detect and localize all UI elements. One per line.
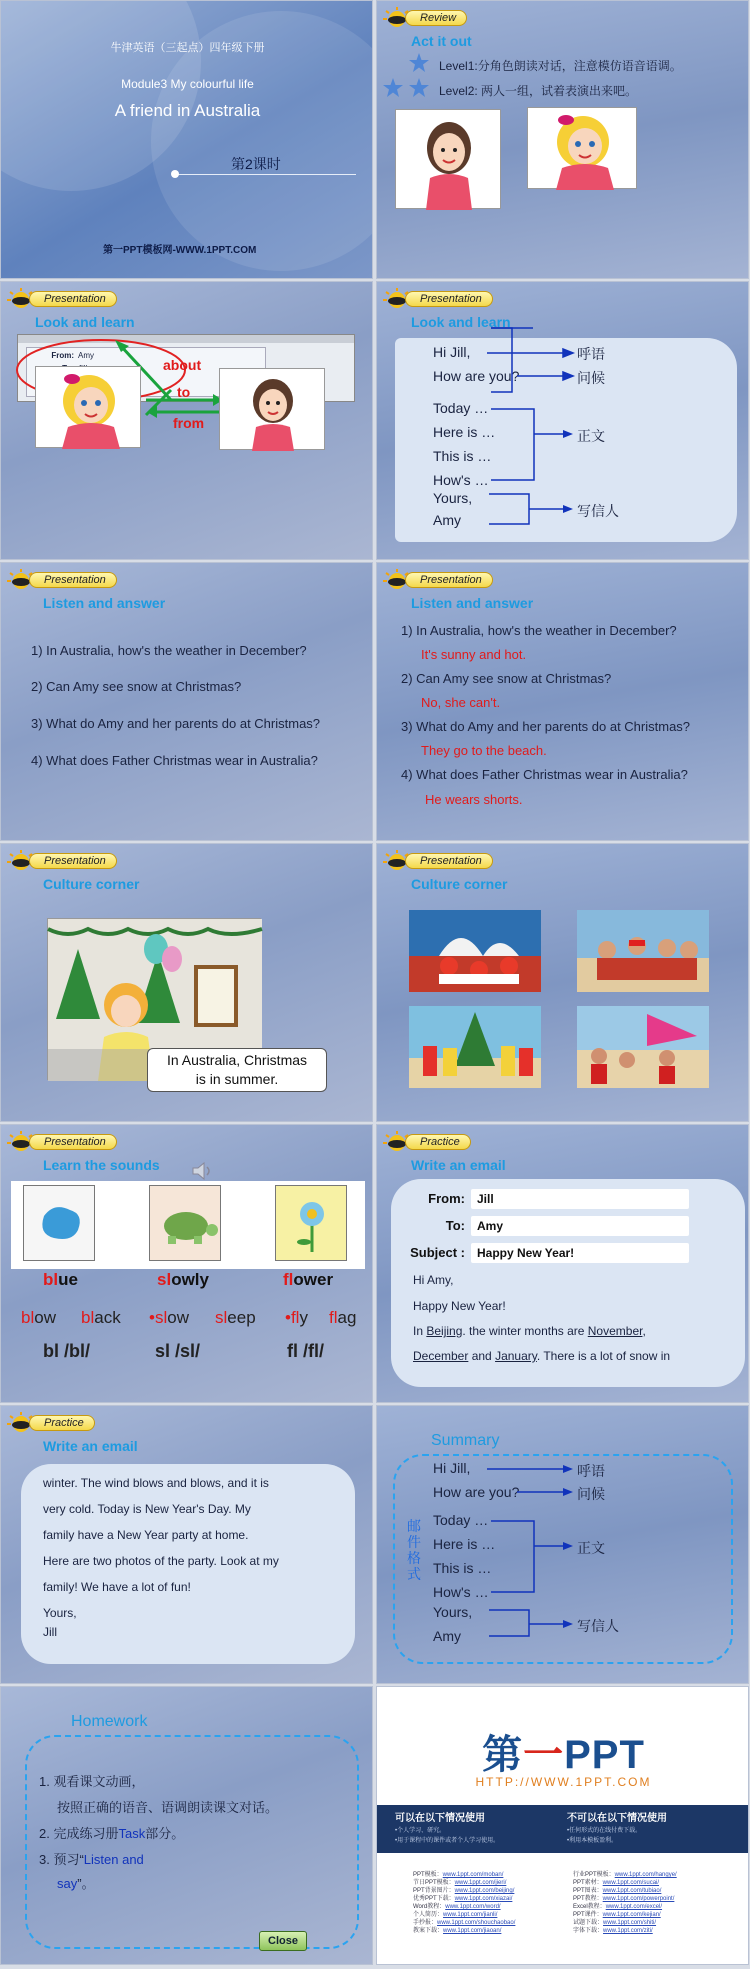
close-button[interactable]: Close: [259, 1931, 307, 1951]
text-run: and: [468, 1349, 496, 1363]
badge-label: Presentation: [29, 291, 117, 307]
slide-look-learn-2[interactable]: [376, 281, 749, 560]
row-word-fly: [285, 1308, 308, 1328]
logo-char: 第: [482, 1733, 524, 1777]
email-body-line-4: Here are two photos of the party. Look at my: [43, 1554, 279, 1568]
row-rest: y: [299, 1308, 308, 1327]
text-run: 3. 预习“: [39, 1852, 84, 1867]
badge-label: Review: [405, 10, 467, 26]
link-row: [413, 1879, 515, 1887]
star-icon: [409, 53, 429, 73]
link-label: 个人简历：: [413, 1912, 444, 1918]
divider-dot: [171, 170, 179, 178]
question-3: 3) What do Amy and her parents do at Christmas?: [31, 716, 321, 731]
from-label: From:: [51, 351, 74, 360]
item-here-is: Here is …: [433, 1536, 496, 1552]
link-url[interactable]: www.1ppt.com/word/: [445, 1904, 501, 1910]
item-greeting: Hi Jill,: [433, 344, 471, 360]
link-label: PPT教程：: [573, 1896, 603, 1902]
badge-label: Presentation: [405, 572, 493, 588]
section-title: Look and learn: [411, 314, 511, 330]
link-row: [413, 1911, 515, 1919]
section-title: Homework: [71, 1713, 148, 1730]
link-row: [413, 1887, 515, 1895]
module-title: Module3 My colourful life: [121, 77, 254, 91]
link-label: 优秀PPT下载：: [413, 1896, 455, 1902]
photo-santa-opera-house: [409, 910, 541, 992]
subject-label: Subject :: [410, 1245, 465, 1260]
text-run: 部分。: [145, 1826, 185, 1841]
link-url[interactable]: www.1ppt.com/jieri/: [454, 1880, 507, 1886]
lesson-title: A friend in Australia: [114, 101, 261, 120]
item-question: How are you?: [433, 368, 520, 384]
section-title: Culture corner: [43, 876, 140, 892]
question-4: 4) What does Father Christmas wear in Australia?: [31, 753, 318, 768]
email-signoff: Yours,: [43, 1606, 77, 1620]
slide-culture-2[interactable]: [376, 843, 749, 1122]
row-onset: bl: [21, 1308, 35, 1327]
from-arrow-label: from: [173, 415, 205, 431]
word-flower: [283, 1270, 333, 1290]
answer-3: They go to the beach.: [421, 743, 547, 758]
amy-picture: [395, 109, 501, 209]
underlined-word: November: [587, 1324, 643, 1338]
slide-title[interactable]: [0, 0, 373, 279]
links-left: [413, 1871, 515, 1935]
link-url[interactable]: www.1ppt.com/sucai/: [602, 1880, 660, 1886]
link-label: PPT模板：: [413, 1872, 443, 1878]
item-this-is: This is …: [433, 448, 492, 464]
slide-culture-1[interactable]: [0, 843, 373, 1122]
badge-label: Presentation: [29, 853, 117, 869]
row-onset: •fl: [285, 1308, 300, 1327]
lesson-number: 第2课时: [231, 156, 281, 172]
question-3: 3) What do Amy and her parents do at Christmas?: [401, 719, 691, 734]
star-icon: [383, 78, 403, 98]
links-right: [573, 1871, 677, 1935]
logo-char: 一: [523, 1733, 565, 1777]
row-onset: fl: [329, 1308, 338, 1327]
section-title: Look and learn: [35, 314, 135, 330]
slide-1ppt-info[interactable]: [376, 1686, 749, 1965]
email-line-3: [413, 1324, 646, 1338]
email-body-line-1: winter. The wind blows and blows, and it is: [43, 1476, 269, 1490]
link-url[interactable]: www.1ppt.com/beijing/: [454, 1888, 515, 1894]
underlined-word: Beijing: [426, 1324, 463, 1338]
section-title: Listen and answer: [43, 595, 166, 611]
row-rest: ow: [167, 1308, 189, 1327]
slide-learn-sounds[interactable]: [0, 1124, 373, 1403]
item-today: Today …: [433, 1512, 489, 1528]
link-row: [573, 1903, 677, 1911]
badge-label: Presentation: [405, 291, 493, 307]
homework-item-1-detail: 按照正确的语音、语调朗读课文对话。: [57, 1800, 279, 1815]
listen-and-link: Listen and: [83, 1852, 144, 1867]
badge-label: Presentation: [29, 1134, 117, 1150]
question-1: 1) In Australia, how's the weather in December?: [31, 643, 307, 658]
row-rest: eep: [227, 1308, 256, 1327]
link-row: [573, 1871, 677, 1879]
link-label: 节日PPT模板：: [413, 1880, 455, 1886]
from-label: From:: [428, 1191, 465, 1206]
photo-lifeguards-tree: [409, 1006, 541, 1088]
link-row: [413, 1871, 515, 1879]
link-url[interactable]: www.1ppt.com/moban/: [442, 1872, 504, 1878]
girl-illustration: [220, 369, 326, 451]
item-yours: Yours,: [433, 1604, 473, 1620]
row-word-slow: [149, 1308, 189, 1328]
section-title: Summary: [431, 1432, 500, 1449]
link-label: PPT课件：: [573, 1912, 603, 1918]
underlined-word: January: [495, 1349, 537, 1363]
link-row: [413, 1895, 515, 1903]
slide-review[interactable]: [376, 0, 749, 279]
text-run: 2. 完成练习册: [39, 1826, 119, 1841]
say-link: say: [57, 1876, 78, 1891]
slide-listen-answer-1[interactable]: [0, 562, 373, 841]
to-label: To:: [445, 1218, 465, 1233]
item-yours: Yours,: [433, 490, 473, 506]
row-onset: •sl: [149, 1308, 168, 1327]
row-rest: ag: [337, 1308, 357, 1327]
cannot-use-2: •利用本模板盈利。: [567, 1838, 618, 1844]
link-label: 行业PPT模板：: [573, 1872, 615, 1878]
question-4: 4) What does Father Christmas wear in Australia?: [401, 767, 688, 782]
row-onset: bl: [81, 1308, 95, 1327]
answer-4: He wears shorts.: [425, 792, 523, 807]
body-bracket: [377, 282, 749, 560]
email-line-2: Happy New Year!: [413, 1299, 506, 1313]
word-blue: [43, 1270, 78, 1290]
homework-item-3: [39, 1849, 144, 1868]
label-salutation: 呼语: [577, 1463, 605, 1479]
ipa-fl: fl /fl/: [287, 1341, 324, 1361]
section-title: Learn the sounds: [43, 1157, 160, 1173]
girl-illustration: [36, 367, 142, 449]
can-use-title: 可以在以下情况使用: [395, 1813, 485, 1824]
photo-santa-beach-group: [577, 910, 709, 992]
level2-text: Level2: 两人一组，试着表演出来吧。: [439, 84, 638, 98]
label-salutation: 呼语: [577, 346, 605, 362]
link-label: PPT素材：: [573, 1880, 603, 1886]
item-here-is: Here is …: [433, 424, 496, 440]
link-row: [573, 1879, 677, 1887]
email-body-line-3: family have a New Year party at home.: [43, 1528, 249, 1542]
word-slowly-onset: sl: [157, 1270, 172, 1289]
link-url[interactable]: www.1ppt.com/shouchaobao/: [437, 1920, 516, 1926]
badge-label: Practice: [29, 1415, 95, 1431]
girl-illustration: [528, 108, 638, 190]
link-row: [413, 1919, 515, 1927]
item-hows: How's …: [433, 472, 489, 488]
to-field[interactable]: Amy: [471, 1216, 689, 1236]
link-url[interactable]: www.1ppt.com/kejian/: [602, 1912, 661, 1918]
badge-label: Presentation: [29, 572, 117, 588]
row-word-flag: [329, 1308, 356, 1328]
row-word-blow: [21, 1308, 56, 1328]
row-word-sleep: [215, 1308, 256, 1328]
turtle-icon: [150, 1186, 222, 1262]
text-run: ”。: [77, 1876, 95, 1891]
item-this-is: This is …: [433, 1560, 492, 1576]
item-hows: How's …: [433, 1584, 489, 1600]
caption-line-1: In Australia, Christmas: [166, 1052, 308, 1068]
link-row: [573, 1927, 677, 1935]
slide-write-email-2[interactable]: [0, 1405, 373, 1684]
link-row: [413, 1903, 515, 1911]
word-slowly: [157, 1270, 209, 1290]
homework-frame: [25, 1735, 359, 1949]
photo-beach-party: [577, 1006, 709, 1088]
link-row: [573, 1919, 677, 1927]
to-arrow-label: to: [177, 384, 191, 400]
section-title: Culture corner: [411, 876, 508, 892]
link-label: 试题下载：: [573, 1920, 604, 1926]
label-body: 正文: [577, 1540, 605, 1556]
text-run: ,: [642, 1324, 646, 1338]
amy-picture: [219, 368, 325, 450]
badge-label: Presentation: [405, 853, 493, 869]
can-use-1: •个人学习、研究。: [395, 1828, 446, 1834]
1ppt-logo: [377, 1723, 749, 1780]
row-rest: ack: [94, 1308, 121, 1327]
flower-icon: [276, 1186, 348, 1262]
speaker-icon[interactable]: [191, 1161, 213, 1181]
link-url[interactable]: www.1ppt.com/shiti/: [603, 1920, 657, 1926]
item-greeting: Hi Jill,: [433, 1460, 471, 1476]
item-question: How are you?: [433, 1484, 520, 1500]
site-url[interactable]: HTTP://WWW.1PPT.COM: [475, 1775, 652, 1789]
usage-band: [377, 1805, 749, 1853]
answer-2: No, she can't.: [421, 695, 501, 710]
cannot-use-1: •任何形式的在线付费下载。: [567, 1828, 642, 1834]
label-signature: 写信人: [577, 1618, 619, 1634]
row-onset: sl: [215, 1308, 228, 1327]
book-subtitle: 牛津英语（三起点）四年级下册: [110, 42, 265, 54]
ipa-sl: sl /sl/: [155, 1341, 201, 1361]
link-label: 手抄报：: [413, 1920, 438, 1926]
blue-card: [23, 1185, 95, 1261]
link-url[interactable]: www.1ppt.com/jiaoan/: [443, 1928, 502, 1934]
slide-write-email-1[interactable]: [376, 1124, 749, 1403]
caption-line-2: is in summer.: [195, 1071, 279, 1087]
badge-label: Practice: [405, 1134, 471, 1150]
can-use-2: •用于课程中的课件或者个人学习使用。: [395, 1838, 500, 1844]
slide-homework[interactable]: [0, 1686, 373, 1965]
bracket-arrows: [377, 1406, 749, 1684]
label-body: 正文: [577, 428, 605, 444]
text-run: In: [413, 1324, 427, 1338]
slide-summary[interactable]: [376, 1405, 749, 1684]
level1-text: Level1:分角色朗读对话，注意模仿语音语调。: [439, 59, 682, 73]
divider: [176, 174, 356, 175]
email-line-4: [413, 1349, 670, 1363]
question-2: 2) Can Amy see snow at Christmas?: [401, 671, 612, 686]
section-title: Act it out: [411, 33, 472, 49]
girl-illustration: [396, 110, 502, 210]
link-row: [413, 1927, 515, 1935]
link-label: PPT背景图片：: [413, 1888, 455, 1894]
email-body-line-5: family! We have a lot of fun!: [43, 1580, 191, 1594]
link-url[interactable]: www.1ppt.com/jianli/: [443, 1912, 498, 1918]
answer-1: It's sunny and hot.: [421, 647, 527, 662]
section-title: Listen and answer: [411, 595, 534, 611]
link-url[interactable]: www.1ppt.com/hangye/: [614, 1872, 677, 1878]
task-word: Task: [118, 1826, 146, 1841]
homework-item-2: [39, 1823, 184, 1842]
star-icon: [409, 78, 429, 98]
question-1: 1) In Australia, how's the weather in December?: [401, 623, 677, 638]
link-row: [573, 1911, 677, 1919]
link-url[interactable]: www.1ppt.com/tubiao/: [602, 1888, 662, 1894]
word-blue-onset: bl: [43, 1270, 59, 1289]
slide-look-learn-1[interactable]: [0, 281, 373, 560]
jill-picture: [527, 107, 637, 189]
word-blue-rest: ue: [58, 1270, 78, 1289]
ipa-bl: bl /bl/: [43, 1341, 90, 1361]
about-label: about: [163, 357, 202, 373]
link-url[interactable]: www.1ppt.com/powerpoint/: [602, 1896, 675, 1902]
link-label: 字体下载：: [573, 1928, 604, 1934]
label-signature: 写信人: [577, 503, 619, 519]
word-flower-rest: ower: [293, 1270, 334, 1289]
link-url[interactable]: www.1ppt.com/xiazai/: [454, 1896, 513, 1902]
label-greeting: 问候: [577, 370, 605, 386]
word-slowly-rest: owly: [171, 1270, 209, 1289]
email-greeting: Hi Amy,: [413, 1273, 454, 1287]
cannot-use-title: 不可以在以下情况使用: [567, 1813, 667, 1824]
site-credit: 第一PPT模板网-WWW.1PPT.COM: [103, 245, 257, 256]
item-today: Today …: [433, 400, 489, 416]
flower-card: [275, 1185, 347, 1261]
text-run: . There is a lot of snow in: [536, 1349, 671, 1363]
homework-item-1: 1. 观看课文动画，: [39, 1774, 145, 1789]
section-title: Write an email: [43, 1438, 138, 1454]
link-label: Excel教程：: [573, 1904, 606, 1910]
link-label: PPT图表：: [573, 1888, 603, 1894]
item-amy: Amy: [433, 1628, 461, 1644]
row-rest: ow: [34, 1308, 56, 1327]
text-run: . the winter months are: [462, 1324, 588, 1338]
item-amy: Amy: [433, 512, 461, 528]
label-greeting: 问候: [577, 1486, 605, 1502]
from-field[interactable]: Jill: [471, 1189, 689, 1209]
side-label: 邮件格式: [407, 1518, 421, 1582]
email-body-line-2: very cold. Today is New Year's Day. My: [43, 1502, 251, 1516]
link-row: [573, 1895, 677, 1903]
email-signature: Jill: [43, 1625, 57, 1639]
underlined-word: December: [413, 1349, 469, 1363]
jill-picture: [35, 366, 141, 448]
section-title: Write an email: [411, 1157, 506, 1173]
homework-item-3-tail: [57, 1873, 95, 1892]
row-word-black: [81, 1308, 121, 1328]
link-label: 教案下载：: [413, 1928, 444, 1934]
subject-field[interactable]: Happy New Year!: [471, 1243, 689, 1263]
blue-blob-icon: [24, 1186, 96, 1262]
word-flower-onset: fl: [283, 1270, 294, 1289]
from-value: Amy: [78, 351, 94, 360]
link-url[interactable]: www.1ppt.com/ziti/: [603, 1928, 653, 1934]
link-label: Word教程：: [413, 1904, 446, 1910]
link-row: [573, 1887, 677, 1895]
slowly-card: [149, 1185, 221, 1261]
link-url[interactable]: www.1ppt.com/excel/: [605, 1904, 663, 1910]
question-2: 2) Can Amy see snow at Christmas?: [31, 679, 242, 694]
logo-char: PPT: [564, 1733, 645, 1777]
slide-listen-answer-2[interactable]: [376, 562, 749, 841]
